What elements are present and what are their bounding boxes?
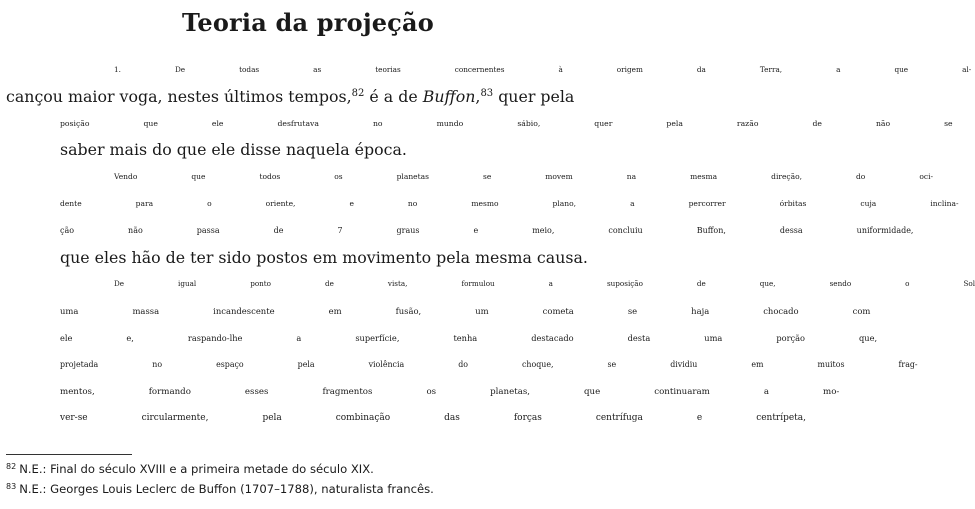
text-line: ver-se circularmente, pela combinação das forças centrífuga e centrípeta, bbox=[60, 413, 806, 424]
paragraph-1 bbox=[6, 57, 972, 164]
footnote-ref-83[interactable]: 83 bbox=[480, 87, 494, 99]
footnote-ref-82[interactable]: 82 bbox=[351, 87, 365, 99]
paragraph-3 bbox=[6, 271, 975, 432]
body-text bbox=[6, 57, 975, 432]
footnote-83: $^{83}$ N.E.: Georges Louis Leclerc de Buffon (1707–1788), naturalista francês. bbox=[6, 482, 434, 496]
text-line: projetada no espaço pela violência do choque, se dividiu em muitos frag- bbox=[60, 359, 918, 369]
page bbox=[6, 0, 975, 432]
text-line: mentos, formando esses fragmentos os planetas, que continuaram a mo- bbox=[60, 386, 840, 397]
footnotes bbox=[6, 459, 434, 499]
text-line: ele e, raspando-lhe a superfície, tenha destacado desta uma porção que, bbox=[60, 332, 878, 343]
text-line: De igual ponto de vista, formulou a suposição de que, sendo o Sol bbox=[114, 279, 975, 289]
chapter-title: Teoria da projeção bbox=[182, 8, 434, 37]
paragraph-2 bbox=[6, 164, 959, 271]
text-line: saber mais do que ele disse naquela época. bbox=[60, 140, 407, 160]
text-line: 1. De todas as teorias concernentes à origem da Terra, a que al- bbox=[114, 65, 972, 74]
text-line: Vendo que todos os planetas se movem na mesma direção, do oci- bbox=[114, 172, 934, 182]
footnote-divider bbox=[6, 454, 132, 455]
text-line: uma massa incandescente em fusão, um cometa se haja chocado com bbox=[60, 306, 871, 317]
text-line: dente para o oriente, e no mesmo plano, a percorrer órbitas cuja inclina- bbox=[60, 198, 959, 208]
text-line: ção não passa de 7 graus e meio, concluiu Buffon, dessa uniformidade, bbox=[60, 225, 914, 235]
text-line: que eles hão de ter sido postos em movimento pela mesma causa. bbox=[60, 247, 588, 267]
buffon-italic: Buffon bbox=[422, 86, 476, 106]
text-line: cançou maior voga, nestes últimos tempos,$^{82}$ é a de Buffon,$^{83}$ quer pela bbox=[6, 86, 575, 106]
footnote-82: $^{82}$ N.E.: Final do século XVIII e a primeira metade do século XIX. bbox=[6, 462, 374, 476]
text-line: posição que ele desfrutava no mundo sábio, quer pela razão de não se bbox=[60, 118, 953, 128]
